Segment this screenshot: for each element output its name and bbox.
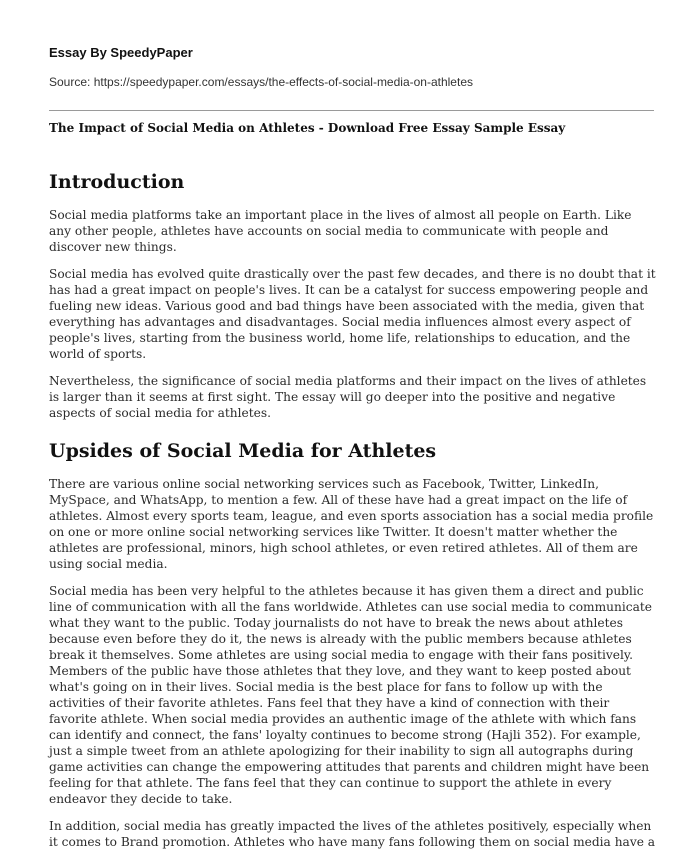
paragraph: Nevertheless, the significance of social media platforms and their impact on the lives of athletes is larger than it seems at first sight. The essay will go deeper into the positive and negative aspects of social media for athletes. (49, 374, 647, 420)
header-divider (49, 110, 654, 111)
paragraph: Social media has evolved quite drastically over the past few decades, and there is no doubt that it has had a great impact on people's lives. It can be a catalyst for success empowering people and fueling new ideas. Various good and bad things have been associated with the media, given that everything has advantages and disadvantages. Social media influences almost every aspect of people's lives, starting from the business world, home life, relationships to education, and the world of sports. (49, 267, 656, 361)
paragraph: Social media platforms take an important place in the lives of almost all people on Earth. Like any other people, athletes have accounts on social media to communicate with people and discover new things. (49, 208, 632, 254)
essay-source-line: Source: https://speedypaper.com/essays/the-effects-of-social-media-on-athletes (49, 75, 473, 89)
paragraph: In addition, social media has greatly impacted the lives of the athletes positively, especially when it comes to Brand promotion. Athletes who have many fans following them on social media have a (49, 819, 656, 849)
section-heading-upsides: Upsides of Social Media for Athletes (49, 440, 437, 462)
essay-brand-label: Essay By SpeedyPaper (49, 45, 193, 60)
essay-title: The Impact of Social Media on Athletes - Download Free Essay Sample Essay (49, 121, 566, 135)
section-heading-introduction: Introduction (49, 171, 185, 193)
paragraph: Social media has been very helpful to the athletes because it has given them a direct and public line of communication with all the fans worldwide. Athletes can use social media to communicate what they want to the public. Today journalists do not have to break the news about athletes because even before they do it, the news is already with the public members because athletes break it themselves. Some athletes are using social media to engage with their fans positively. Members of the public have those athletes that they love, and they want to keep posted about what's going on in their lives. Social media is the best place for fans to follow up with the activities of their favorite athletes. Fans feel that they have a kind of connection with their favorite athlete. When social media provides an authentic image of the athlete with which fans can identify and connect, the fans' loyalty continues to become strong (Hajli 352). For example, just a simple tweet from an athlete apologizing for their inability to sign all autographs during game activities can change the empowering attitudes that parents and children might have been feeling for that athlete. The fans feel that they can continue to support the athlete in every endeavor they decide to take. (49, 584, 652, 806)
essay-body (49, 170, 656, 861)
paragraph: There are various online social networking services such as Facebook, Twitter, LinkedIn, MySpace, and WhatsApp, to mention a few. All of these have had a great impact on the life of athletes. Almost every sports team, league, and even sports association has a social media profile on one or more online social networking services like Twitter. It doesn't matter whether the athletes are professional, minors, high school athletes, or even retired athletes. All of them are using social media. (49, 477, 654, 571)
